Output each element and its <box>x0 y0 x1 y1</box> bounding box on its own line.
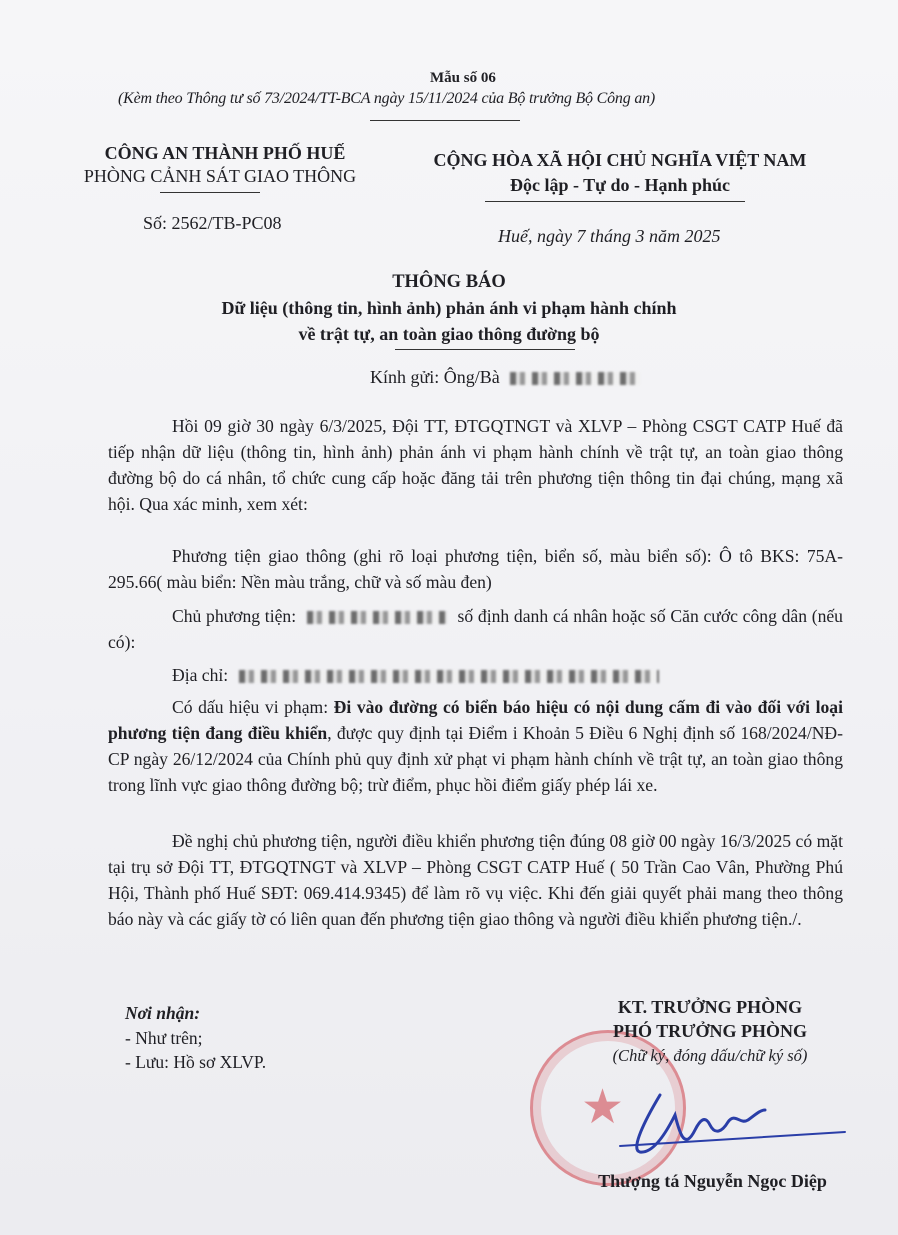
violation-lead: Có dấu hiệu vi phạm: <box>172 697 334 717</box>
issuer-line1: CÔNG AN THÀNH PHỐ HUẾ <box>104 143 346 163</box>
signature-line1: KT. TRƯỞNG PHÒNG <box>617 997 803 1017</box>
violation-description: Đi vào đường có biển báo hiệu có nội dung cấm đi vào đối với loại phương tiện đang điều khiển <box>108 697 843 743</box>
paragraph-violation <box>108 694 843 798</box>
divider <box>160 192 260 193</box>
paragraph-intro: Hồi 09 giờ 30 ngày 6/3/2025, Đội TT, ĐTGQTNGT và XLVP – Phòng CSGT CATP Huế đã tiếp nhận dữ liệu (thông tin, hình ảnh) phản ánh vi phạm hành chính về trật tự, an toàn giao thông đường bộ do cá nhân, tổ chức cung cấp hoặc đăng tải trên phương tiện thông tin đại chúng, mạng xã hội. Qua xác minh, xem xét: <box>108 416 843 514</box>
redacted-address <box>239 670 659 683</box>
form-reference: (Kèm theo Thông tư số 73/2024/TT-BCA ngày 15/11/2024 của Bộ trưởng Bộ Công an) <box>118 90 656 107</box>
receiver-item: - Lưu: Hồ sơ XLVP. <box>125 1052 267 1072</box>
receivers-title: Nơi nhận: <box>125 1003 201 1023</box>
paragraph-address <box>108 662 843 688</box>
doc-number: Số: 2562/TB-PC08 <box>143 213 282 233</box>
paragraph-vehicle: Phương tiện giao thông (ghi rõ loại phương tiện, biển số, màu biển số): Ô tô BKS: 75A-295.66( màu biển: Nền màu trắng, chữ và số màu đen) <box>108 546 843 592</box>
divider <box>395 349 575 350</box>
paragraph-request: Đề nghị chủ phương tiện, người điều khiển phương tiện đúng 08 giờ 00 ngày 16/3/2025 có mặt tại trụ sở Đội TT, ĐTGQTNGT và XLVP – Phòng CSGT CATP Huế ( 50 Trần Cao Vân, Phường Phú Hội, Thành phố Huế SĐT: 069.414.9345) để làm rõ vụ việc. Khi đến giải quyết phải mang theo thông báo này và các giấy tờ có liên quan đến phương tiện giao thông và người điều khiển phương tiện./. <box>108 831 843 929</box>
address-label: Địa chỉ: <box>172 665 229 685</box>
document-subtitle-2: về trật tự, an toàn giao thông đường bộ <box>298 324 600 344</box>
recipient <box>370 367 640 388</box>
violation-rest: , được quy định tại Điểm i Khoản 5 Điều 6 Nghị định số 168/2024/NĐ-CP ngày 26/12/2024 của Chính phủ quy định xử phạt vi phạm hành chính về trật tự, an toàn giao thông trong lĩnh vực giao thông đường bộ; trừ điểm, phục hồi điểm giấy phép lái xe. <box>108 723 843 795</box>
star-icon: ★ <box>581 1081 625 1134</box>
signature-line2: PHÓ TRƯỞNG PHÒNG <box>612 1021 807 1041</box>
nation-line2: Độc lập - Tự do - Hạnh phúc <box>509 175 731 195</box>
issuer-line2: PHÒNG CẢNH SÁT GIAO THÔNG <box>83 166 357 186</box>
divider <box>485 201 745 202</box>
nation-line1: CỘNG HÒA XÃ HỘI CHỦ NGHĨA VIỆT NAM <box>433 150 807 170</box>
signer-name: Thượng tá Nguyễn Ngọc Diệp <box>598 1171 827 1191</box>
document-title: THÔNG BÁO <box>392 272 506 292</box>
redacted-name <box>510 372 640 385</box>
document-date: Huế, ngày 7 tháng 3 năm 2025 <box>498 226 721 246</box>
owner-rest: số định danh cá nhân hoặc số Căn cước công dân (nếu có): <box>108 606 843 652</box>
document-subtitle-1: Dữ liệu (thông tin, hình ảnh) phản ánh vi phạm hành chính <box>221 298 677 318</box>
form-number: Mẫu số 06 <box>430 70 496 86</box>
owner-label: Chủ phương tiện: <box>172 606 297 626</box>
paragraph-owner <box>108 603 843 655</box>
receiver-item: - Như trên; <box>125 1028 203 1048</box>
redacted-owner <box>307 611 447 624</box>
divider <box>370 120 520 121</box>
recipient-label: Kính gửi: Ông/Bà <box>370 367 500 387</box>
handwritten-signature <box>600 1080 850 1160</box>
signature-note: (Chữ ký, đóng dấu/chữ ký số) <box>612 1046 808 1065</box>
